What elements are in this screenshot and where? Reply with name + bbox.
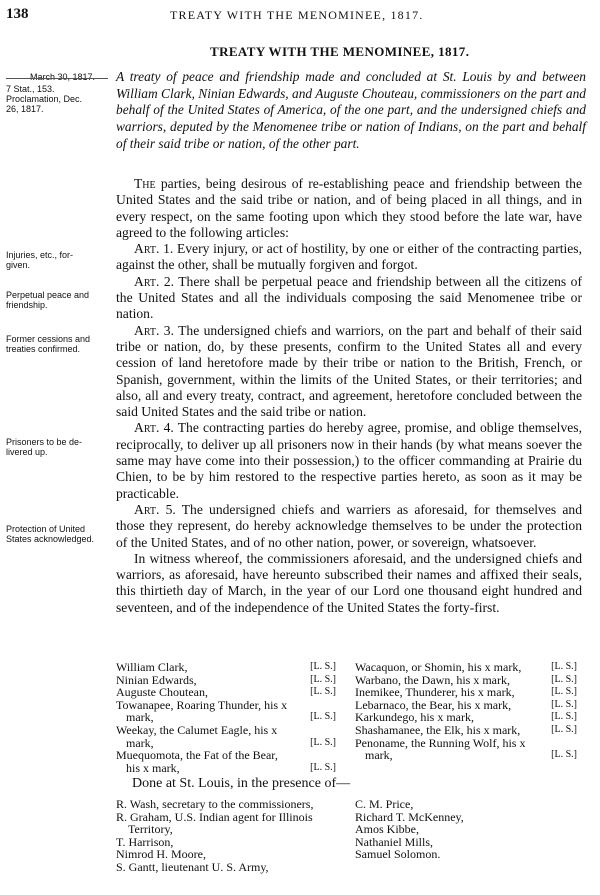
preamble: A treaty of peace and friendship made and concluded at St. Louis by and between William Clark, Ninian Edwards, and Auguste Chouteau, commissioners on the part and behalf of the United States of America, of the one part, and the undersigned chiefs and warriors, deputed by the Menomenee tribe or nation of Indians, on the part and behalf of their said tribe or nation, of the other part. bbox=[116, 69, 586, 151]
witness: Amos Kibbe, bbox=[355, 822, 419, 837]
article-label: Art. 3. bbox=[134, 322, 174, 338]
signatures-left bbox=[116, 661, 336, 774]
margin-date: March 30, 1817. bbox=[30, 72, 96, 82]
margin-prisoners: Prisoners to be de- livered up. bbox=[6, 437, 83, 457]
signer-cont: his x mark, bbox=[126, 760, 180, 775]
margin-cessions: Former cessions and treaties confirmed. bbox=[6, 334, 91, 354]
witness: C. M. Price, bbox=[355, 797, 414, 811]
done-at-line: Done at St. Louis, in the presence of— bbox=[132, 776, 351, 791]
signatures-right bbox=[355, 661, 577, 762]
seal-mark: [L. S.] bbox=[310, 736, 336, 748]
article-text: Every injury, or act of hostility, by one or either of the contracting parties, against the other, shall be mutually forgiven and forgot. bbox=[116, 241, 582, 273]
seal-mark: [L. S.] bbox=[551, 661, 577, 672]
seal-mark: [L. S.] bbox=[551, 749, 577, 761]
article-label: Art. 4. bbox=[134, 420, 174, 436]
treaty-title: TREATY WITH THE MENOMINEE, 1817. bbox=[210, 44, 470, 59]
witness: Nathaniel Mills, bbox=[355, 834, 433, 849]
signer: Penoname, the Running Wolf, his x bbox=[355, 735, 526, 750]
intro-lead: The bbox=[134, 176, 156, 191]
article-2 bbox=[116, 274, 582, 323]
witness-clause: In witness whereof, the commissioners aforesaid, and the undersigned chiefs and warriors, as aforesaid, have hereunto subscribed their names and affixed their seals, this thirtieth day of March, in the year of our Lord one thousand eight hundred and seventeen, and of the independence of the United States the forty-first. bbox=[116, 550, 582, 615]
signer-cont: mark, bbox=[365, 748, 393, 763]
seal-mark: [L. S.] bbox=[310, 673, 336, 685]
article-1 bbox=[116, 241, 582, 274]
signer: Lebarnaco, the Bear, his x mark, bbox=[355, 697, 512, 712]
seal-mark: [L. S.] bbox=[310, 761, 336, 773]
witness: Samuel Solomon. bbox=[355, 847, 441, 862]
witness: R. Graham, U.S. Indian agent for Illinois bbox=[116, 809, 313, 824]
article-label: Art. 5. bbox=[134, 501, 176, 517]
article-text: The undersigned chiefs and warriors, on the part and behalf of their said tribe or nation, do, by these presents, confirm to the United States all and every cession of land heretofore made by their tribe or nation to the British, French, or Spanish, government, within the limits of the United States, or their territories; and also, all and every treaty, contract, and agreement, heretofore concluded between the said United States and the said tribe or nation. bbox=[116, 322, 582, 420]
article-text: There shall be perpetual peace and friendship between all the citizens of the United States and all the individuals composing the said Menomenee tribe or nation. bbox=[116, 273, 582, 322]
signer: Shashamanee, the Elk, his x mark, bbox=[355, 722, 521, 737]
article-label: Art. 2. bbox=[134, 273, 175, 289]
intro-text: parties, being desirous of re-establishing peace and friendship between the United States and the said tribe or nation, and of being placed in all things, and in every respect, on the same footing upon which they stood before the late war, have agreed to the following articles: bbox=[116, 176, 582, 240]
seal-mark: [L. S.] bbox=[551, 673, 577, 685]
margin-rule bbox=[6, 78, 108, 79]
signer: Auguste Choutean, bbox=[116, 685, 208, 700]
signer: Towanapee, Roaring Thunder, his x bbox=[116, 697, 288, 712]
margin-injuries: Injuries, etc., for- given. bbox=[6, 250, 74, 270]
treaty-body bbox=[116, 176, 582, 616]
seal-mark: [L. S.] bbox=[551, 698, 577, 710]
seal-mark: [L. S.] bbox=[310, 711, 336, 723]
seal-mark: [L. S.] bbox=[310, 686, 336, 698]
seal-mark: [L. S.] bbox=[551, 686, 577, 698]
article-3 bbox=[116, 323, 582, 421]
article-label: Art. 1. bbox=[134, 241, 174, 257]
margin-stat: 7 Stat., 153. Proclamation, Dec. 26, 1817. bbox=[6, 84, 83, 114]
signer-cont: mark, bbox=[126, 735, 154, 750]
signer: Muequomota, the Fat of the Bear, bbox=[116, 748, 278, 763]
article-5 bbox=[116, 502, 582, 551]
signer: Weekay, the Calumet Eagle, his x bbox=[116, 722, 278, 737]
signer-cont: mark, bbox=[126, 710, 154, 725]
witness-cont: Territory, bbox=[128, 822, 173, 837]
seal-mark: [L. S.] bbox=[310, 661, 336, 672]
signer: Ninian Edwards, bbox=[116, 672, 197, 687]
page-number: 138 bbox=[6, 6, 29, 22]
signature-row bbox=[116, 762, 336, 775]
seal-mark: [L. S.] bbox=[551, 723, 577, 735]
seal-mark: [L. S.] bbox=[551, 711, 577, 723]
witness: Richard T. McKenney, bbox=[355, 809, 464, 824]
witness: R. Wash, secretary to the commissioners, bbox=[116, 797, 314, 811]
witnesses-left bbox=[116, 798, 356, 874]
article-4 bbox=[116, 420, 582, 501]
witnesses-right bbox=[355, 798, 555, 861]
running-head: TREATY WITH THE MENOMINEE, 1817. bbox=[170, 8, 424, 22]
witness: Nimrod H. Moore, bbox=[116, 847, 206, 862]
signer: Wacaquon, or Shomin, his x mark, bbox=[355, 660, 522, 674]
witness: T. Harrison, bbox=[116, 834, 174, 849]
witness: S. Gantt, lieutenant U. S. Army, bbox=[116, 859, 269, 874]
signature-row bbox=[355, 749, 577, 762]
article-text: The contracting parties do hereby agree, promise, and oblige themselves, reciprocally, to deliver up all prisoners now in their hands (by what means soever the same may have come into their possession,) to the officer commanding at Prairie du Chien, to be by him restored to the respective parties hereto, as soon as it may be practicable. bbox=[116, 420, 582, 501]
signer: Warbano, the Dawn, his x mark, bbox=[355, 672, 510, 687]
margin-protection: Protection of United States acknowledged. bbox=[6, 524, 95, 544]
margin-peace: Perpetual peace and friendship. bbox=[6, 290, 90, 310]
signer: Karkundego, his x mark, bbox=[355, 710, 474, 725]
article-text: The undersigned chiefs and warriers as aforesaid, for themselves and those they represent, do hereby acknowledge themselves to be under the protection of the United States, and of no other nation, power, or sovereign, whatsoever. bbox=[116, 501, 582, 550]
intro-paragraph bbox=[116, 176, 582, 241]
signer: William Clark, bbox=[116, 660, 188, 674]
signer: Inemikee, Thunderer, his x mark, bbox=[355, 685, 515, 700]
